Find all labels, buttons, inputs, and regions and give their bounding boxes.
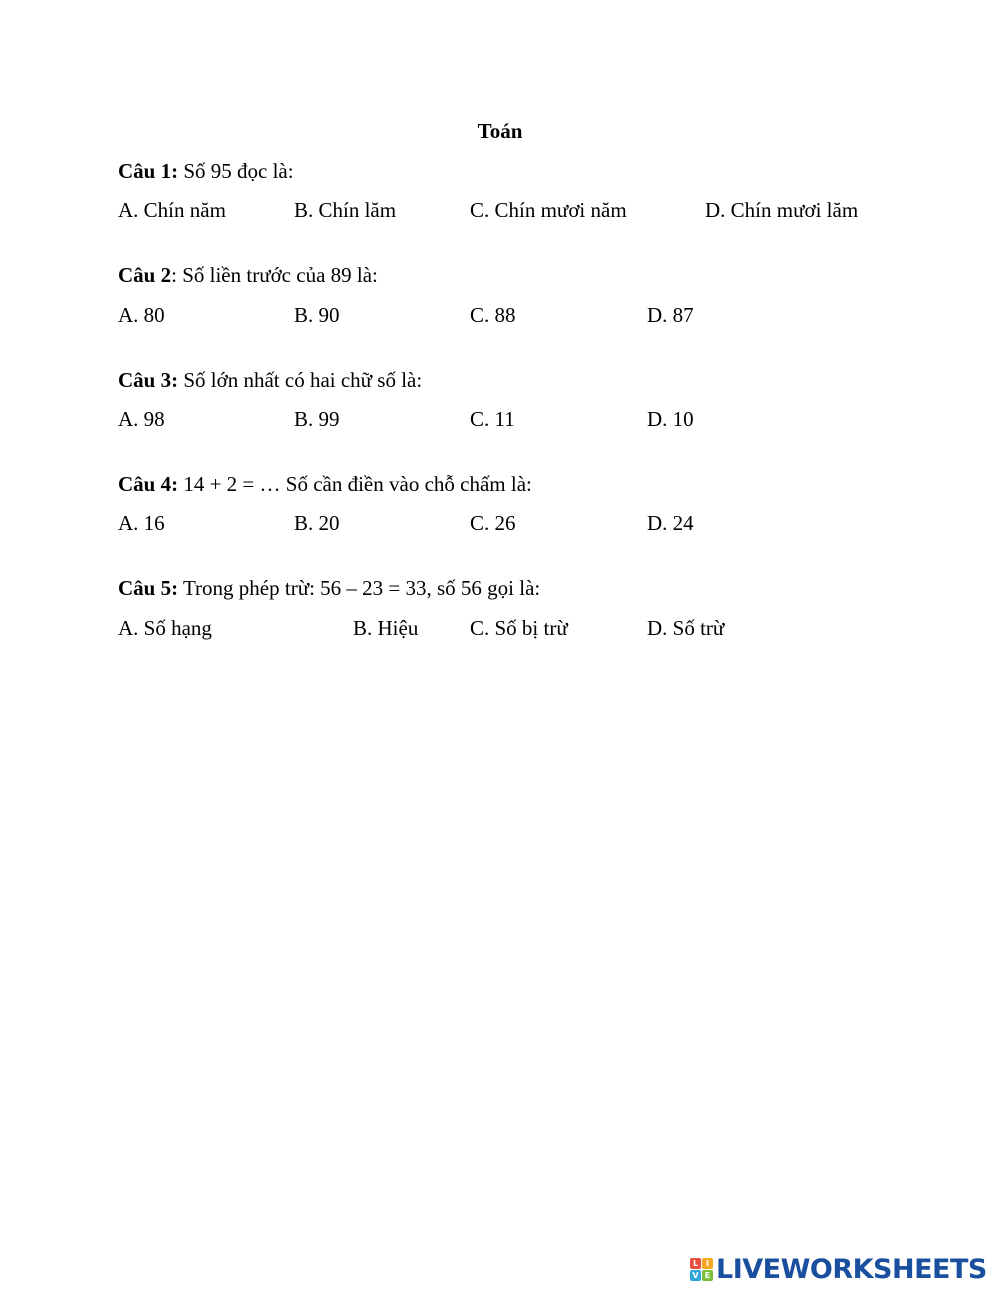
question-2-text: : Số liền trước của 89 là: [171,263,378,287]
question-2-option-c[interactable]: C. 88 [470,303,516,327]
page-title: Toán [477,119,523,143]
question-3-option-b[interactable]: B. 99 [294,407,340,431]
question-5-option-c[interactable]: C. Số bị trừ [470,616,568,640]
question-3-option-d[interactable]: D. 10 [647,407,694,431]
question-3-label: Câu 3: [118,368,179,392]
question-2 [118,262,378,288]
question-2-option-a[interactable]: A. 80 [118,303,165,327]
question-4-label: Câu 4: [118,472,179,496]
question-5-option-a[interactable]: A. Số hạng [118,616,212,640]
liveworksheets-text: LIVEWORKSHEETS [716,1253,987,1285]
logo-tile-e: E [702,1270,713,1281]
question-5-text: Trong phép trừ: 56 – 23 = 33, số 56 gọi là: [178,576,541,600]
question-3 [118,367,422,393]
logo-tile-i: I [702,1258,713,1269]
question-4 [118,471,532,497]
question-1-option-c[interactable]: C. Chín mươi năm [470,198,627,222]
question-3-option-a[interactable]: A. 98 [118,407,165,431]
question-5-label: Câu 5: [118,576,179,600]
question-4-text: 14 + 2 = … Số cần điền vào chỗ chấm là: [178,472,532,496]
logo-tile-l: L [690,1258,701,1269]
question-4-option-d[interactable]: D. 24 [647,511,694,535]
question-1-option-d[interactable]: D. Chín mươi lăm [705,198,859,222]
question-3-option-c[interactable]: C. 11 [470,407,515,431]
question-1-label: Câu 1: [118,159,179,183]
question-2-label: Câu 2 [118,263,172,287]
question-1-option-b[interactable]: B. Chín lăm [294,198,397,222]
question-5 [118,575,540,601]
question-3-text: Số lớn nhất có hai chữ số là: [178,368,423,392]
question-5-option-b[interactable]: B. Hiệu [353,616,419,640]
question-4-option-a[interactable]: A. 16 [118,511,165,535]
question-4-option-b[interactable]: B. 20 [294,511,340,535]
liveworksheets-watermark [690,1252,987,1286]
question-4-option-c[interactable]: C. 26 [470,511,516,535]
liveworksheets-logo-icon [690,1258,713,1281]
question-1 [118,158,294,184]
question-2-option-d[interactable]: D. 87 [647,303,694,327]
question-5-option-d[interactable]: D. Số trừ [647,616,725,640]
question-1-text: Số 95 đọc là: [178,159,294,183]
logo-tile-v: V [690,1270,701,1281]
question-1-option-a[interactable]: A. Chín năm [118,198,226,222]
question-2-option-b[interactable]: B. 90 [294,303,340,327]
